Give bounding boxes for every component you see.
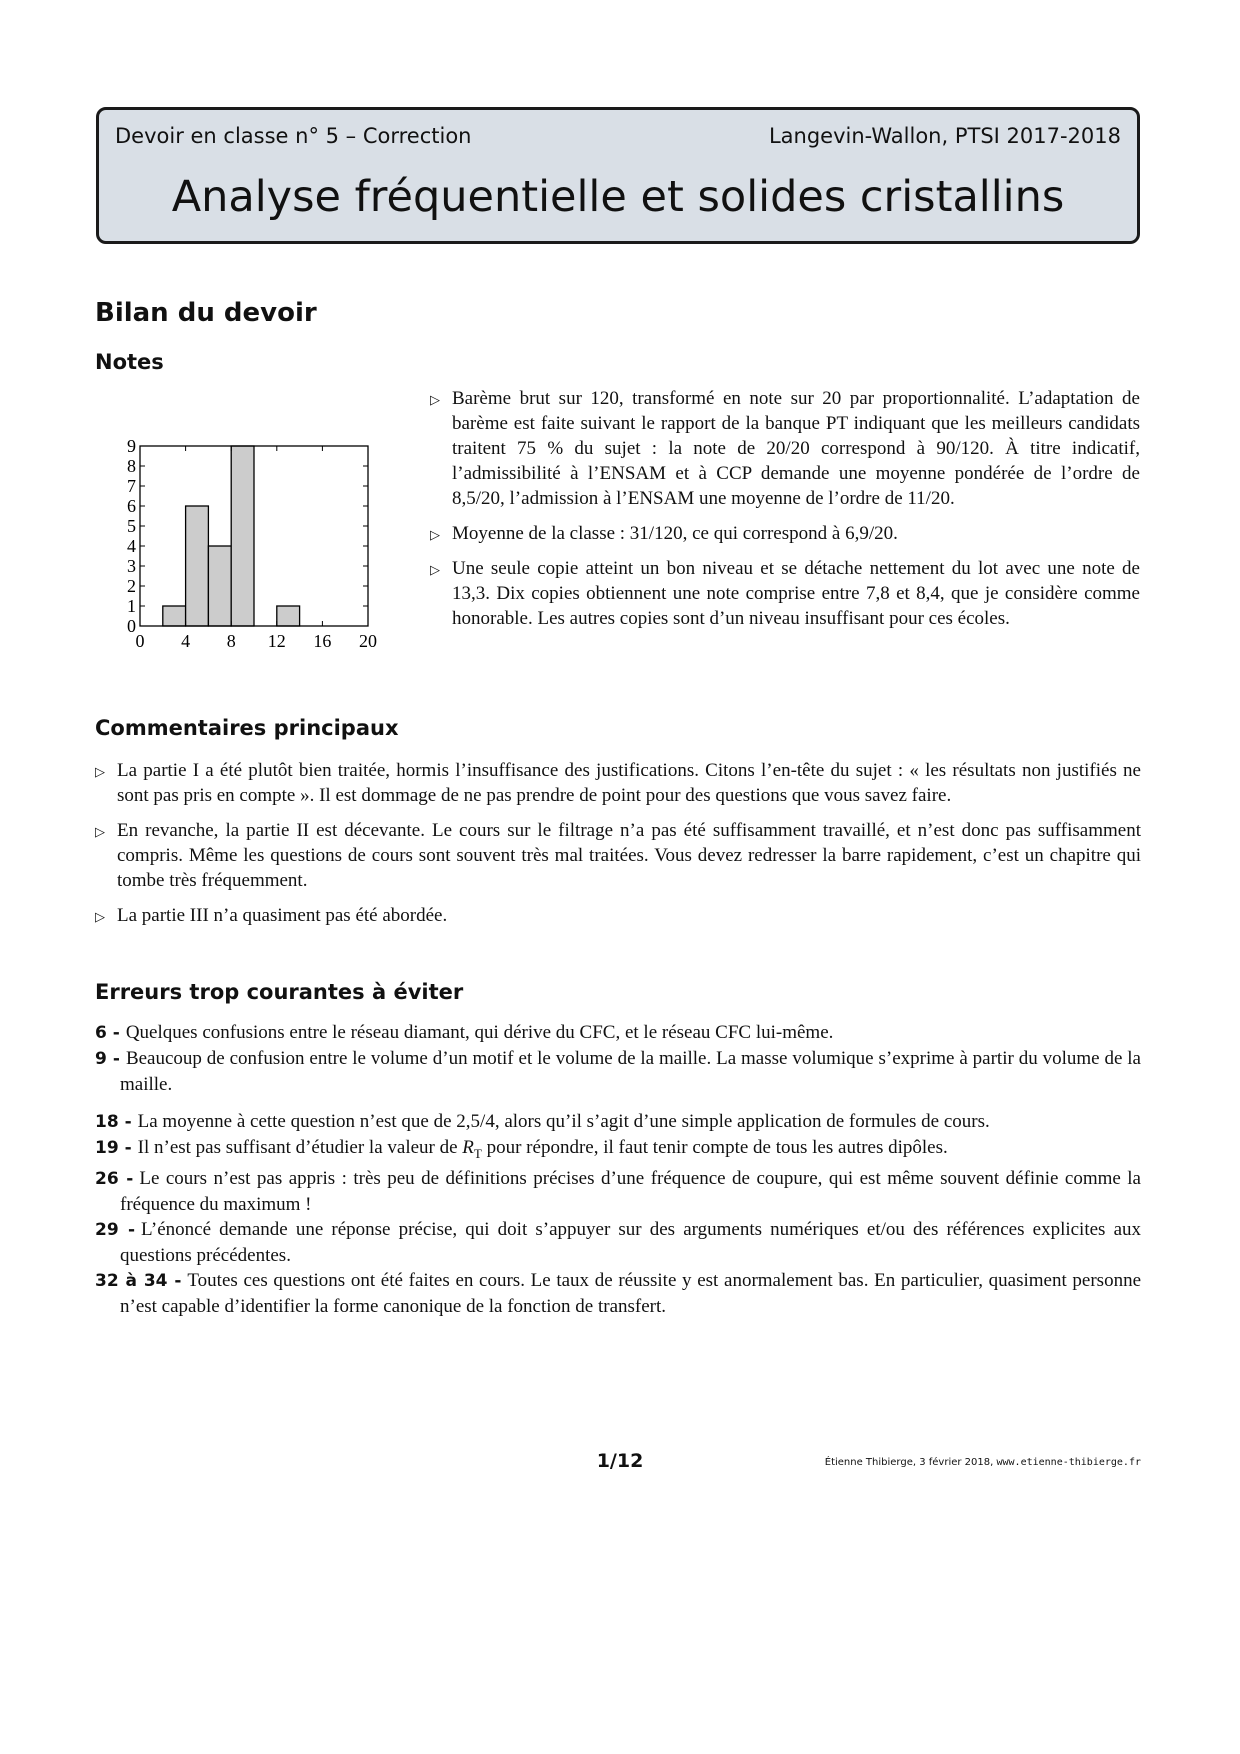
histogram-bar (186, 506, 209, 626)
errors-list-2 (95, 1109, 1141, 1319)
x-tick-label: 8 (226, 631, 236, 651)
error-text: La moyenne à cette question n’est que de 2,5/4, alors qu’il s’agit d’une simple application de formules de cours. (137, 1111, 990, 1132)
comments-list (95, 758, 1141, 928)
error-text: Toutes ces questions ont été faites en cours. Le taux de réussite y est anormalement bas. En particulier, quasiment personne n’est capable d’identifier la forme canonique de la fonction de transfert. (120, 1269, 1141, 1317)
x-tick-label: 16 (313, 631, 332, 651)
x-tick-label: 4 (181, 631, 191, 651)
notes-bullet (430, 386, 1140, 511)
errors-list-1 (95, 1020, 1141, 1097)
error-text: Il n’est pas suffisant d’étudier la valeur de (137, 1137, 463, 1158)
math-subscript: T (473, 1145, 482, 1161)
y-tick-label: 8 (127, 456, 136, 476)
triangle-right-icon: ▷ (95, 909, 105, 924)
error-number: 9 - (95, 1049, 120, 1069)
footer-url: www.etienne-thibierge.fr (996, 1457, 1141, 1468)
triangle-right-icon: ▷ (430, 527, 440, 542)
error-number: 29 - (95, 1219, 136, 1240)
error-item (95, 1217, 1141, 1268)
notes-bullet-text: Barème brut sur 120, transformé en note sur 20 par proportionnalité. L’adaptation de barème est faite suivant le rapport de la banque PT indiquant que les meilleurs candidats traitent 75 % du sujet : la note de 20/20 correspond à 90/120. À titre indicatif, l’admissibilité à l’ENSAM et à CCP demande une moyenne pondérée de l’ordre de 8,5/20, l’admission à l’ENSAM une moyenne de l’ordre de 11/20. (452, 388, 1140, 509)
errors-title: Erreurs trop courantes à éviter (95, 980, 464, 1004)
y-tick-label: 7 (127, 476, 136, 496)
page-title: Analyse fréquentielle et solides cristallins (171, 172, 1065, 222)
error-text: Quelques confusions entre le réseau diamant, qui dérive du CFC, et le réseau CFC lui-même. (125, 1022, 834, 1043)
notes-bullet-text: Une seule copie atteint un bon niveau et se détache nettement du lot avec une note de 13,3. Dix copies obtiennent une note comprise entre 7,8 et 8,4, que je considère comme honorable. Les autres copies sont d’un niveau insuffisant pour ces écoles. (452, 558, 1140, 629)
notes-list (430, 386, 1140, 631)
grades-histogram (110, 425, 400, 660)
page-number: 1/12 (596, 1450, 644, 1472)
comment-bullet-text: La partie III n’a quasiment pas été abordée. (117, 905, 448, 926)
x-tick-label: 20 (359, 631, 377, 651)
error-number: 18 - (95, 1112, 132, 1132)
y-tick-label: 0 (127, 616, 136, 636)
triangle-right-icon: ▷ (430, 392, 440, 407)
error-number: 19 - (95, 1138, 132, 1158)
triangle-right-icon: ▷ (95, 764, 105, 779)
error-text: L’énoncé demande une réponse précise, qui doit s’appuyer sur des arguments numériques et/ou des références explicites aux questions précédentes. (120, 1218, 1141, 1266)
footer-credit-text: Étienne Thibierge, 3 février 2018, (824, 1457, 997, 1468)
y-tick-label: 5 (127, 516, 136, 536)
header-box (96, 107, 1140, 244)
comment-bullet (95, 903, 1141, 928)
histogram-bar (277, 606, 300, 626)
error-item (95, 1166, 1141, 1217)
math-symbol: R (462, 1137, 474, 1158)
error-text: Beaucoup de confusion entre le volume d’un motif et le volume de la maille. La masse volumique s’exprime à partir du volume de la maille. (120, 1048, 1141, 1095)
y-tick-label: 6 (127, 496, 136, 516)
comment-bullet (95, 818, 1141, 893)
notes-bullet (430, 521, 1140, 546)
notes-bullet (430, 556, 1140, 631)
comment-bullet-text: En revanche, la partie II est décevante. Le cours sur le filtrage n’a pas été suffisamment travaillé, et n’est donc pas suffisamment compris. Même les questions de cours sont souvent très mal traitées. Vous devez redresser la barre rapidement, c’est un chapitre qui tombe très fréquemment. (117, 820, 1141, 891)
triangle-right-icon: ▷ (95, 824, 105, 839)
y-tick-label: 2 (127, 576, 136, 596)
error-number: 6 - (95, 1023, 120, 1043)
footer-credit (825, 1457, 1141, 1468)
error-text: pour répondre, il faut tenir compte de tous les autres dipôles. (481, 1137, 948, 1158)
error-text: Le cours n’est pas appris : très peu de définitions précises d’une fréquence de coupure, qui est même souvent définie comme la fréquence du maximum ! (120, 1167, 1141, 1215)
y-tick-label: 3 (127, 556, 136, 576)
x-tick-label: 0 (135, 631, 145, 651)
histogram-bar (208, 546, 231, 626)
comment-bullet-text: La partie I a été plutôt bien traitée, hormis l’insuffisance des justifications. Citons l’en-tête du sujet : « les résultats non justifiés ne sont pas pris en compte ». Il est dommage de ne pas prendre de point pour des questions que vous savez faire. (117, 760, 1141, 806)
notes-title: Notes (95, 350, 164, 374)
notes-bullet-text: Moyenne de la classe : 31/120, ce qui correspond à 6,9/20. (452, 523, 898, 544)
x-tick-label: 12 (267, 631, 286, 651)
header-course: Devoir en classe n° 5 – Correction (115, 124, 472, 148)
histogram-bar (163, 606, 186, 626)
section-title: Bilan du devoir (95, 298, 317, 328)
y-tick-label: 4 (127, 536, 136, 556)
comments-title: Commentaires principaux (95, 716, 399, 740)
comment-bullet (95, 758, 1141, 808)
error-number: 32 à 34 - (95, 1270, 182, 1291)
error-number: 26 - (95, 1168, 134, 1189)
header-school: Langevin-Wallon, PTSI 2017-2018 (768, 124, 1121, 148)
error-item (95, 1020, 1141, 1046)
triangle-right-icon: ▷ (430, 562, 440, 577)
error-item (95, 1109, 1141, 1135)
histogram-bar (231, 446, 254, 626)
error-item (95, 1046, 1141, 1097)
y-tick-label: 9 (127, 436, 136, 456)
error-item (95, 1135, 1141, 1166)
y-tick-label: 1 (127, 596, 136, 616)
error-item (95, 1268, 1141, 1319)
